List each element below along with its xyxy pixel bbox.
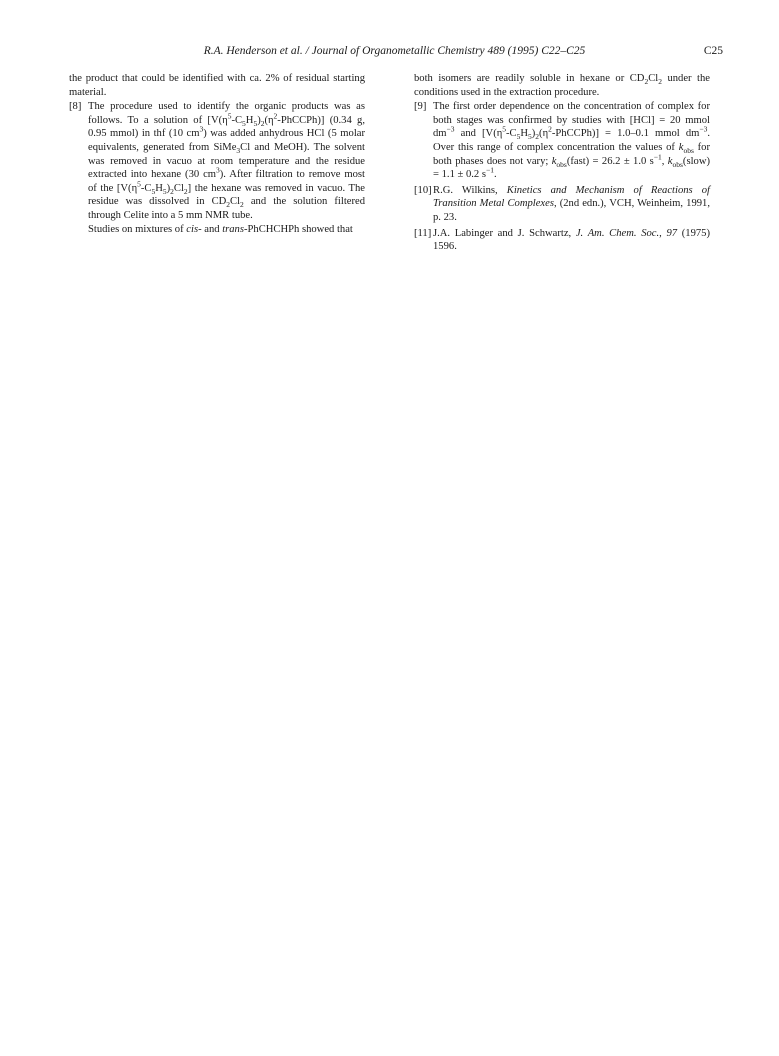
right-column	[414, 72, 710, 256]
page-number: C25	[703, 45, 723, 57]
reference-11	[414, 227, 710, 254]
reference-number: [10]	[414, 184, 432, 196]
page-header	[66, 44, 723, 60]
reference-text: The procedure used to identify the organic products was as follows. To a solution of $[V(\eta^5-C_5H_5)_2(\eta^2-PhCCPh)]$ (0.34 g, 0.95 mmol) in thf (10 $cm^3$) was added anhydrous HCl (5 molar equivalents, generated from SiMe$_3$Cl and MeOH). The solvent was removed in vacuo at room temperature and the residue extracted into hexane (30 $cm^3$). After filtration to remove most of the $[V(\eta^5-C_5H_5)_2Cl_2]$ the hexane was removed in vacuo. The residue was dissolved in $CD_2Cl_2$ and the solution filtered through Celite into a 5 mm NMR tube. Studies on mixtures of cis- and trans-PhCHCHPh showed that	[88, 101, 366, 235]
reference-8	[69, 100, 365, 236]
continuation-text: both isomers are readily soluble in hexane or $CD_2Cl_2$ under the conditions used in the extraction procedure.	[414, 73, 710, 98]
reference-text: R.G. Wilkins, Kinetics and Mechanism of Reactions of Transition Metal Complexes, (2nd edn.), VCH, Weinheim, 1991, p. 23.	[433, 184, 710, 223]
reference-number: [8]	[69, 101, 82, 113]
running-title: R.A. Henderson et al. / Journal of Organometallic Chemistry 489 (1995) C22–C25	[203, 45, 586, 57]
reference-text: J.A. Labinger and J. Schwartz, J. Am. Chem. Soc., 97 (1975) 1596.	[433, 227, 711, 253]
continuation-text: the product that could be identified with ca. 2% of residual starting material.	[69, 73, 365, 98]
reference-9	[414, 100, 710, 182]
reference-text: The first order dependence on the concentration of complex for both stages was confirmed by studies with [HCl] = 20 mmol $dm^{-3}$ and $[V(\eta^5-C_5H_5)_2(\eta^2-PhCCPh)] = 1.0-0.1$ mmol $dm^{-3}$. Over this range of complex concentration the values of $k_{obs}$ for both phases does not vary; $k_{obs}(fast) = 26.2 \pm 1.0$ $s^{-1}$, $k_{obs}(slow) = 1.1 \pm 0.2$ $s^{-1}$.	[433, 101, 710, 181]
reference-number: [9]	[414, 101, 427, 113]
reference-number: [11]	[414, 227, 432, 239]
left-column	[69, 72, 365, 238]
reference-10	[414, 184, 710, 225]
